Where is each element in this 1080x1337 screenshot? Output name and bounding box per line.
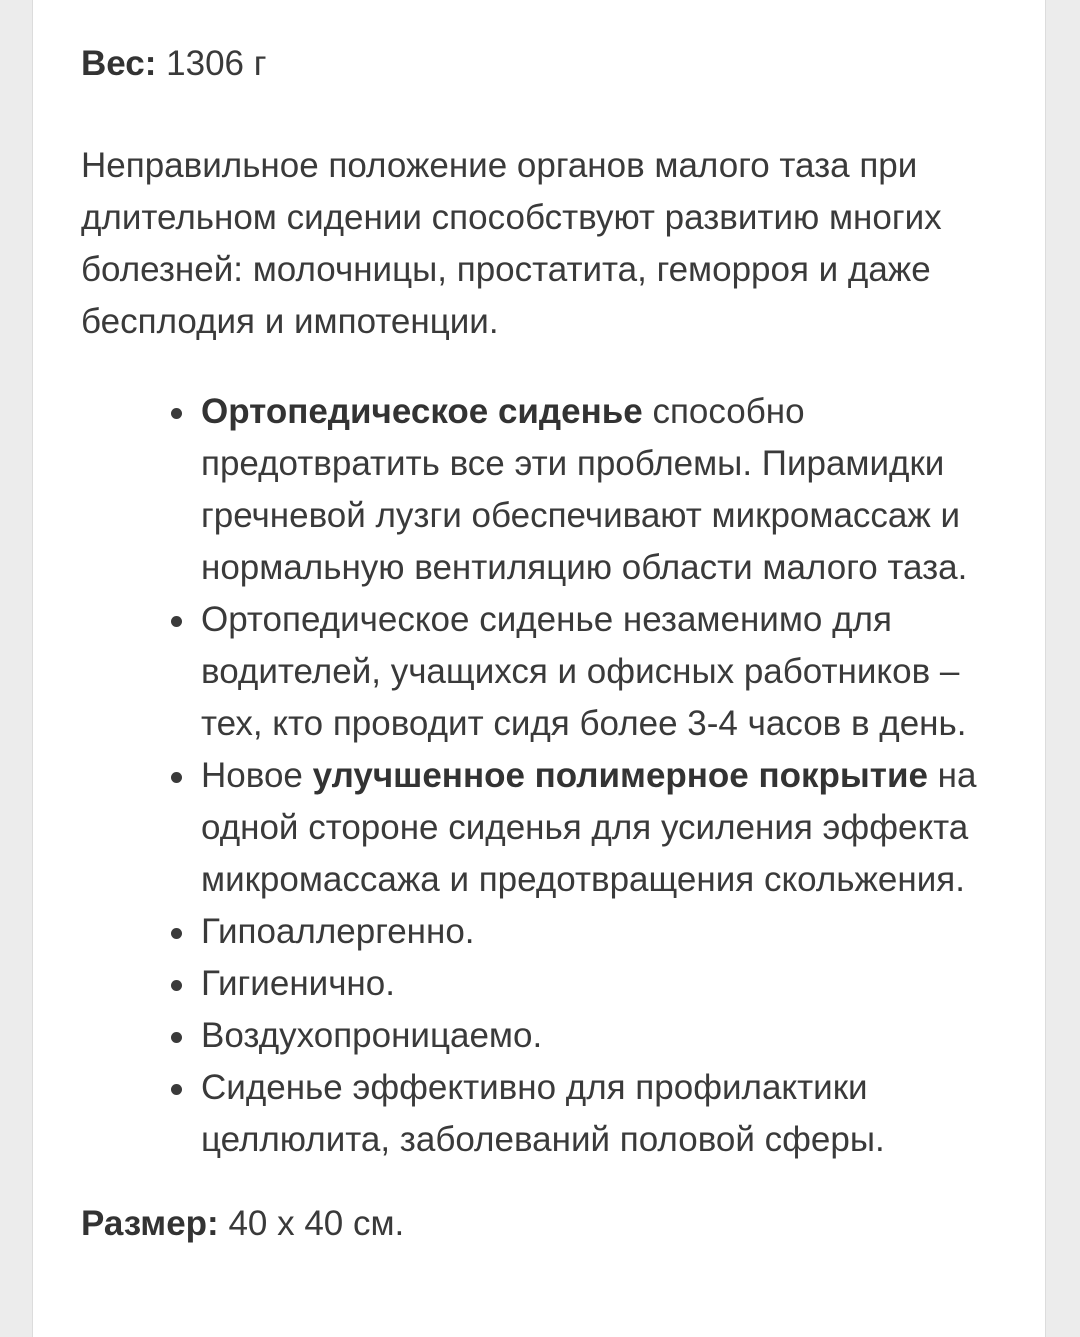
size-value: 40 х 40 см. xyxy=(228,1204,405,1243)
feature-list-item xyxy=(201,594,1011,750)
feature-text: Ортопедическое сиденье незаменимо для водителей, учащихся и офисных работников – тех, кто проводит сидя более 3-4 часов в день. xyxy=(201,600,967,743)
weight-value: 1306 г xyxy=(166,44,267,83)
feature-text: на одной стороне сиденья для усиления эффекта микромассажа и предотвращения скольжения. xyxy=(201,756,977,899)
feature-bold-text: улучшенное полимерное покрытие xyxy=(312,756,928,795)
size-label: Размер: xyxy=(81,1204,219,1243)
feature-text: Воздухопроницаемо. xyxy=(201,1016,543,1055)
feature-list xyxy=(81,386,1011,1166)
feature-list-item xyxy=(201,750,1011,906)
feature-bold-text: Ортопедическое сиденье xyxy=(201,392,643,431)
description-content xyxy=(81,38,1011,1250)
feature-list-item xyxy=(201,1062,1011,1166)
feature-list-item xyxy=(201,958,1011,1010)
weight-label: Вес: xyxy=(81,44,157,83)
feature-text: способно предотвратить все эти проблемы. Пирамидки гречневой лузги обеспечивают микромассаж и нормальную вентиляцию области малого таза. xyxy=(201,392,968,587)
feature-list-item xyxy=(201,906,1011,958)
intro-paragraph: Неправильное положение органов малого таза при длительном сидении способствуют развитию многих болезней: молочницы, простатита, геморроя и даже бесплодия и импотенции. xyxy=(81,146,942,341)
feature-text: Гигиенично. xyxy=(201,964,395,1003)
feature-list-item xyxy=(201,386,1011,594)
size-row xyxy=(81,1198,1011,1250)
weight-row xyxy=(81,38,1011,90)
feature-text: Сиденье эффективно для профилактики целлюлита, заболеваний половой сферы. xyxy=(201,1068,885,1159)
feature-list-item xyxy=(201,1010,1011,1062)
feature-text-prefix: Новое xyxy=(201,756,303,795)
feature-text: Гипоаллергенно. xyxy=(201,912,475,951)
product-description-card xyxy=(32,0,1046,1337)
